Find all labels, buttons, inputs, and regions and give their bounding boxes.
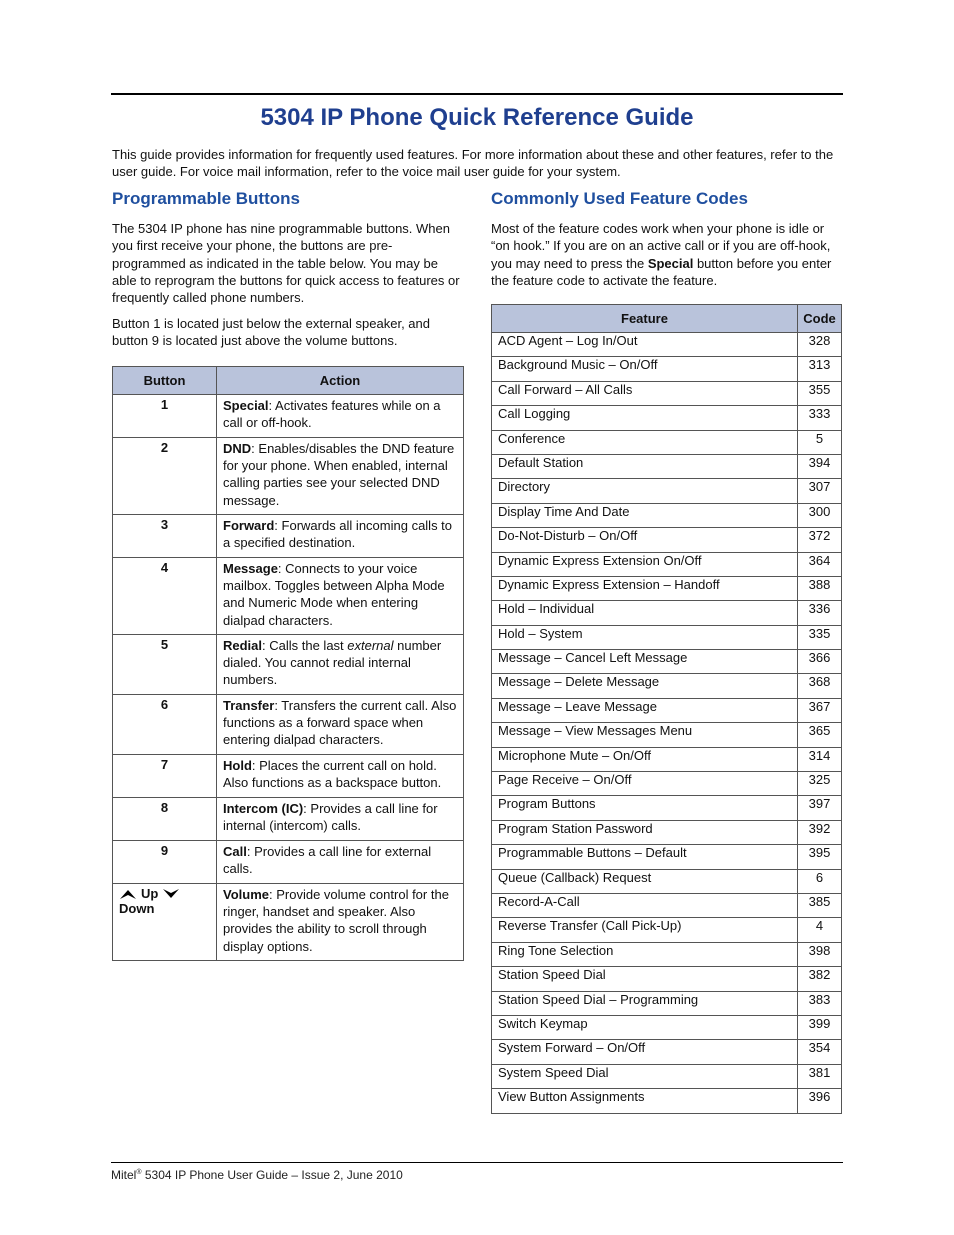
feature-name: Default Station — [492, 454, 798, 478]
feature-name: Background Music – On/Off — [492, 357, 798, 381]
programmable-buttons-table — [112, 366, 464, 961]
button-action — [217, 755, 464, 798]
feature-codes-heading: Commonly Used Feature Codes — [491, 189, 748, 208]
feature-name: Dynamic Express Extension – Handoff — [492, 576, 798, 600]
feature-name: Message – Cancel Left Message — [492, 650, 798, 674]
feature-code: 383 — [798, 991, 842, 1015]
table-row — [492, 1040, 842, 1064]
table-row — [113, 635, 464, 695]
table-row — [492, 625, 842, 649]
table-row — [113, 395, 464, 438]
action-name: Call — [223, 844, 247, 859]
column-header-feature: Feature — [492, 305, 798, 333]
button-number: 5 — [113, 635, 217, 695]
action-description: : Provides a call line for internal (intercom) calls. — [223, 801, 438, 834]
table-row — [492, 454, 842, 478]
feature-codes-intro-post: button before you enter the feature code to activate the feature. — [491, 255, 832, 288]
feature-name: Do-Not-Disturb – On/Off — [492, 528, 798, 552]
button-action — [217, 798, 464, 841]
action-description: : Transfers the current call. Also functions as a forward space when entering dialpad characters. — [223, 698, 457, 748]
table-row — [492, 747, 842, 771]
volume-up-label: Up — [141, 886, 159, 901]
feature-code: 368 — [798, 674, 842, 698]
table-row — [492, 479, 842, 503]
feature-code: 397 — [798, 796, 842, 820]
action-description: : Calls the last — [262, 638, 348, 653]
action-name: Forward — [223, 518, 275, 533]
table-row — [113, 515, 464, 558]
action-name: Special — [223, 398, 269, 413]
feature-code: 398 — [798, 942, 842, 966]
table-row — [492, 430, 842, 454]
table-row — [113, 798, 464, 841]
action-description-end: number dialed. You cannot redial internal numbers. — [223, 638, 442, 688]
table-header-row — [113, 367, 464, 395]
action-name: Intercom (IC) — [223, 801, 304, 816]
feature-code: 395 — [798, 845, 842, 869]
feature-name: Call Logging — [492, 406, 798, 430]
feature-name: System Speed Dial — [492, 1064, 798, 1088]
table-row — [492, 820, 842, 844]
table-row — [492, 772, 842, 796]
button-number: 9 — [113, 841, 217, 884]
button-number: 8 — [113, 798, 217, 841]
button-number: 1 — [113, 395, 217, 438]
up-arrow-icon — [119, 888, 137, 900]
action-name: DND — [223, 441, 252, 456]
button-location-note: Button 1 is located just below the external speaker, and button 9 is located just above the volume buttons. — [112, 316, 430, 349]
programmable-buttons-heading: Programmable Buttons — [112, 189, 300, 208]
action-description: : Activates features while on a call or off-hook. — [223, 398, 441, 431]
feature-name: Program Buttons — [492, 796, 798, 820]
table-row — [492, 503, 842, 527]
feature-name: Station Speed Dial — [492, 967, 798, 991]
table-row — [492, 845, 842, 869]
feature-code: 336 — [798, 601, 842, 625]
registered-mark: ® — [136, 1169, 142, 1176]
button-number: 7 — [113, 755, 217, 798]
table-row — [492, 942, 842, 966]
table-row — [492, 576, 842, 600]
table-row — [113, 695, 464, 755]
feature-code: 314 — [798, 747, 842, 771]
table-row — [113, 884, 464, 961]
button-number: 3 — [113, 515, 217, 558]
button-number: 4 — [113, 558, 217, 635]
top-rule — [111, 93, 843, 95]
feature-name: Message – Leave Message — [492, 698, 798, 722]
table-row — [492, 893, 842, 917]
action-name: Hold — [223, 758, 252, 773]
table-header-row — [492, 305, 842, 333]
feature-name: Display Time And Date — [492, 503, 798, 527]
feature-code: 307 — [798, 479, 842, 503]
button-action — [217, 395, 464, 438]
feature-code: 372 — [798, 528, 842, 552]
table-row — [113, 755, 464, 798]
button-number: 6 — [113, 695, 217, 755]
table-row — [492, 1089, 842, 1113]
feature-code: 6 — [798, 869, 842, 893]
page-title: 5304 IP Phone Quick Reference Guide — [260, 104, 694, 131]
table-row — [492, 406, 842, 430]
feature-name: Microphone Mute – On/Off — [492, 747, 798, 771]
feature-codes-table — [491, 304, 842, 1114]
table-row — [492, 796, 842, 820]
feature-code: 325 — [798, 772, 842, 796]
footer — [111, 1168, 403, 1182]
table-row — [492, 552, 842, 576]
action-description: : Provides a call line for external calls. — [223, 844, 432, 877]
feature-name: Page Receive – On/Off — [492, 772, 798, 796]
action-emphasis: external — [347, 638, 394, 653]
feature-name: Ring Tone Selection — [492, 942, 798, 966]
table-row — [492, 1015, 842, 1039]
table-row — [492, 967, 842, 991]
feature-code: 385 — [798, 893, 842, 917]
action-description: : Places the current call on hold. Also functions as a backspace button. — [223, 758, 442, 791]
button-action — [217, 515, 464, 558]
feature-code: 399 — [798, 1015, 842, 1039]
table-row — [113, 558, 464, 635]
table-row — [492, 1064, 842, 1088]
table-row — [492, 698, 842, 722]
action-description: : Provide volume control for the ringer, handset and speaker. Also provides the ability to scroll through display options. — [223, 887, 449, 954]
feature-name: Message – Delete Message — [492, 674, 798, 698]
feature-code: 365 — [798, 723, 842, 747]
feature-name: View Button Assignments — [492, 1089, 798, 1113]
table-row — [492, 650, 842, 674]
button-number: 2 — [113, 438, 217, 515]
down-arrow-icon — [162, 888, 180, 900]
feature-code: 381 — [798, 1064, 842, 1088]
button-action — [217, 695, 464, 755]
bottom-rule — [111, 1162, 843, 1163]
feature-name: Record-A-Call — [492, 893, 798, 917]
table-row — [492, 869, 842, 893]
feature-name: Conference — [492, 430, 798, 454]
table-row — [492, 601, 842, 625]
feature-code: 313 — [798, 357, 842, 381]
feature-name: Queue (Callback) Request — [492, 869, 798, 893]
feature-name: Reverse Transfer (Call Pick-Up) — [492, 918, 798, 942]
table-row — [492, 918, 842, 942]
button-action — [217, 438, 464, 515]
feature-codes-intro-pre: Most of the feature codes work when your phone is idle or “on hook.” If you are on an active call or if you are off-hook, you may need to press the — [491, 221, 831, 271]
feature-name: Call Forward – All Calls — [492, 381, 798, 405]
column-header-button: Button — [113, 367, 217, 395]
table-row — [492, 333, 842, 357]
programmable-buttons-intro: The 5304 IP phone has nine programmable buttons. When you first receive your phone, the buttons are pre-programmed as indicated in the table below. You may be able to reprogram the buttons for quick access to features or frequently called phone numbers. — [112, 221, 460, 306]
feature-name: Hold – System — [492, 625, 798, 649]
button-action — [217, 635, 464, 695]
table-row — [492, 381, 842, 405]
action-name: Transfer — [223, 698, 275, 713]
action-description: : Forwards all incoming calls to a specified destination. — [223, 518, 453, 551]
action-description: : Enables/disables the DND feature for your phone. When enabled, internal calling parties see your selected DND message. — [223, 441, 455, 508]
feature-name: Directory — [492, 479, 798, 503]
feature-codes-intro — [491, 220, 843, 289]
feature-code: 300 — [798, 503, 842, 527]
volume-down-label: Down — [119, 901, 155, 916]
feature-name: Program Station Password — [492, 820, 798, 844]
table-row — [492, 528, 842, 552]
table-row — [113, 841, 464, 884]
feature-code: 396 — [798, 1089, 842, 1113]
volume-keys — [119, 886, 216, 901]
intro-paragraph: This guide provides information for frequently used features. For more information about these and other features, refer to the user guide. For voice mail information, refer to the voice mail user guide for your system. — [112, 147, 834, 179]
table-row — [492, 723, 842, 747]
feature-code: 4 — [798, 918, 842, 942]
feature-name: ACD Agent – Log In/Out — [492, 333, 798, 357]
feature-name: Programmable Buttons – Default — [492, 845, 798, 869]
feature-code: 394 — [798, 454, 842, 478]
column-header-code: Code — [798, 305, 842, 333]
feature-name: Station Speed Dial – Programming — [492, 991, 798, 1015]
table-row — [113, 438, 464, 515]
volume-button-cell — [113, 884, 217, 961]
feature-code: 333 — [798, 406, 842, 430]
column-header-action: Action — [217, 367, 464, 395]
feature-name: System Forward – On/Off — [492, 1040, 798, 1064]
feature-code: 364 — [798, 552, 842, 576]
feature-code: 354 — [798, 1040, 842, 1064]
button-action — [217, 884, 464, 961]
feature-name: Dynamic Express Extension On/Off — [492, 552, 798, 576]
table-row — [492, 357, 842, 381]
button-action — [217, 558, 464, 635]
table-row — [492, 991, 842, 1015]
feature-code: 382 — [798, 967, 842, 991]
table-row — [492, 674, 842, 698]
footer-brand: Mitel — [111, 1168, 137, 1182]
feature-code: 328 — [798, 333, 842, 357]
feature-name: Switch Keymap — [492, 1015, 798, 1039]
footer-text: 5304 IP Phone User Guide – Issue 2, June 2010 — [141, 1168, 403, 1182]
feature-code: 367 — [798, 698, 842, 722]
feature-name: Hold – Individual — [492, 601, 798, 625]
feature-code: 355 — [798, 381, 842, 405]
feature-name: Message – View Messages Menu — [492, 723, 798, 747]
feature-code: 388 — [798, 576, 842, 600]
special-keyword: Special — [647, 255, 694, 271]
feature-code: 392 — [798, 820, 842, 844]
feature-code: 5 — [798, 430, 842, 454]
feature-code: 366 — [798, 650, 842, 674]
button-action — [217, 841, 464, 884]
action-name: Volume — [223, 887, 269, 902]
action-name: Message — [223, 561, 278, 576]
action-description: : Connects to your voice mailbox. Toggles between Alpha Mode and Numeric Mode when entering dialpad characters. — [223, 561, 445, 628]
feature-code: 335 — [798, 625, 842, 649]
action-name: Redial — [223, 638, 263, 653]
